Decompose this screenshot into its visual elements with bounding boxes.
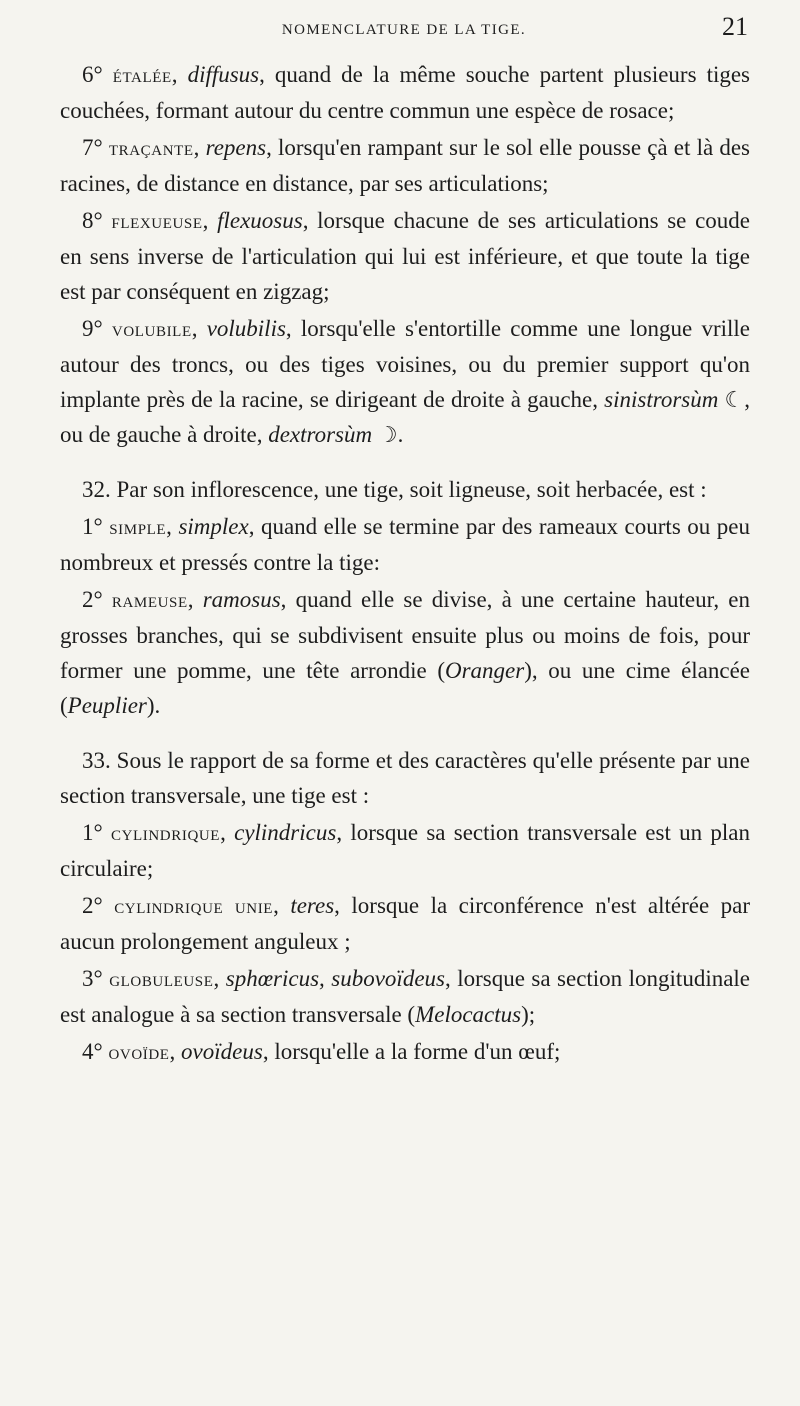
- example-term: Peuplier: [67, 693, 147, 718]
- list-item: 3° globuleuse, sphœricus, subovoïdeus, lorsque sa section longitudinale est analogue à sa section transversale (Melocactus);: [60, 966, 751, 1027]
- list-item: 9° volubile, volubilis, lorsqu'elle s'entortille comme une longue vrille autour des troncs, ou des tiges voisines, ou du premier support qu'on implante près de la racine, se dirigeant de droite à gauche, sinistrorsùm ☾, ou de gauche à droite, dextrorsùm ☽.: [60, 316, 751, 447]
- list-item: 2° cylindrique unie, teres, lorsque la circonférence n'est altérée par aucun prolongement anguleux ;: [60, 893, 751, 954]
- latin-term: ramosus: [202, 587, 281, 612]
- latin-term: teres: [290, 893, 335, 918]
- dextrorsum-symbol: ☽: [377, 422, 398, 447]
- term: flexueuse: [111, 209, 203, 233]
- term: cylindrique: [110, 821, 221, 845]
- latin-term: simplex: [178, 514, 249, 539]
- latin-term: volubilis: [206, 316, 286, 341]
- latin-term: flexuosus: [217, 208, 303, 233]
- latin-term: dextrorsùm: [268, 422, 373, 447]
- section-32-intro: 32. Par son inflorescence, une tige, soit ligneuse, soit herbacée, est :: [82, 477, 707, 502]
- term: ovoïde: [108, 1040, 170, 1064]
- example-term: Oranger: [445, 658, 525, 683]
- term: cylindrique unie: [114, 894, 274, 918]
- example-term: Melocactus: [415, 1002, 522, 1027]
- term: rameuse: [111, 588, 188, 612]
- body-text: [60, 57, 750, 1072]
- sinistrorsum-symbol: ☾: [724, 387, 745, 412]
- term: globuleuse: [109, 967, 214, 991]
- latin-term: repens: [205, 135, 267, 160]
- running-head: NOMENCLATURE DE LA TIGE.: [281, 22, 527, 38]
- list-item: 1° cylindrique, cylindricus, lorsque sa section transversale est un plan circulaire;: [60, 820, 751, 881]
- term: étalée: [112, 63, 172, 87]
- page-header: [60, 8, 748, 48]
- page-number: 21: [722, 12, 748, 41]
- latin-term: cylindricus: [234, 820, 337, 845]
- latin-term: ovoïdeus: [181, 1039, 263, 1064]
- list-item: 1° simple, simplex, quand elle se termine par des rameaux courts ou peu nombreux et pressés contre la tige:: [60, 514, 751, 575]
- term: simple: [109, 515, 167, 539]
- list-item: 7° traçante, repens, lorsqu'en rampant sur le sol elle pousse çà et là des racines, de distance en distance, par ses articulations;: [60, 135, 751, 196]
- term: traçante: [108, 136, 194, 160]
- latin-term: sphœricus, subovoïdeus: [225, 966, 445, 991]
- list-item: 8° flexueuse, flexuosus, lorsque chacune de ses articulations se coude en sens inverse de l'articulation qui lui est inférieure, et que toute la tige est par conséquent en zigzag;: [60, 208, 750, 304]
- term: volubile: [111, 317, 192, 341]
- list-item: 4° ovoïde, ovoïdeus, lorsqu'elle a la forme d'un œuf;: [82, 1039, 561, 1064]
- latin-term: sinistrorsùm: [604, 387, 719, 412]
- list-item: 2° rameuse, ramosus, quand elle se divise, à une certaine hauteur, en grosses branches, qui se subdivisent ensuite plus ou moins de fois, pour former une pomme, une tête arrondie (Oranger), ou une cime élancée (Peuplier).: [60, 587, 751, 718]
- latin-term: diffusus: [187, 62, 260, 87]
- list-item: 6° étalée, diffusus, quand de la même souche partent plusieurs tiges couchées, formant autour du centre commun une espèce de rosace;: [60, 62, 751, 123]
- section-33-intro: 33. Sous le rapport de sa forme et des caractères qu'elle présente par une section transversale, une tige est :: [60, 748, 750, 808]
